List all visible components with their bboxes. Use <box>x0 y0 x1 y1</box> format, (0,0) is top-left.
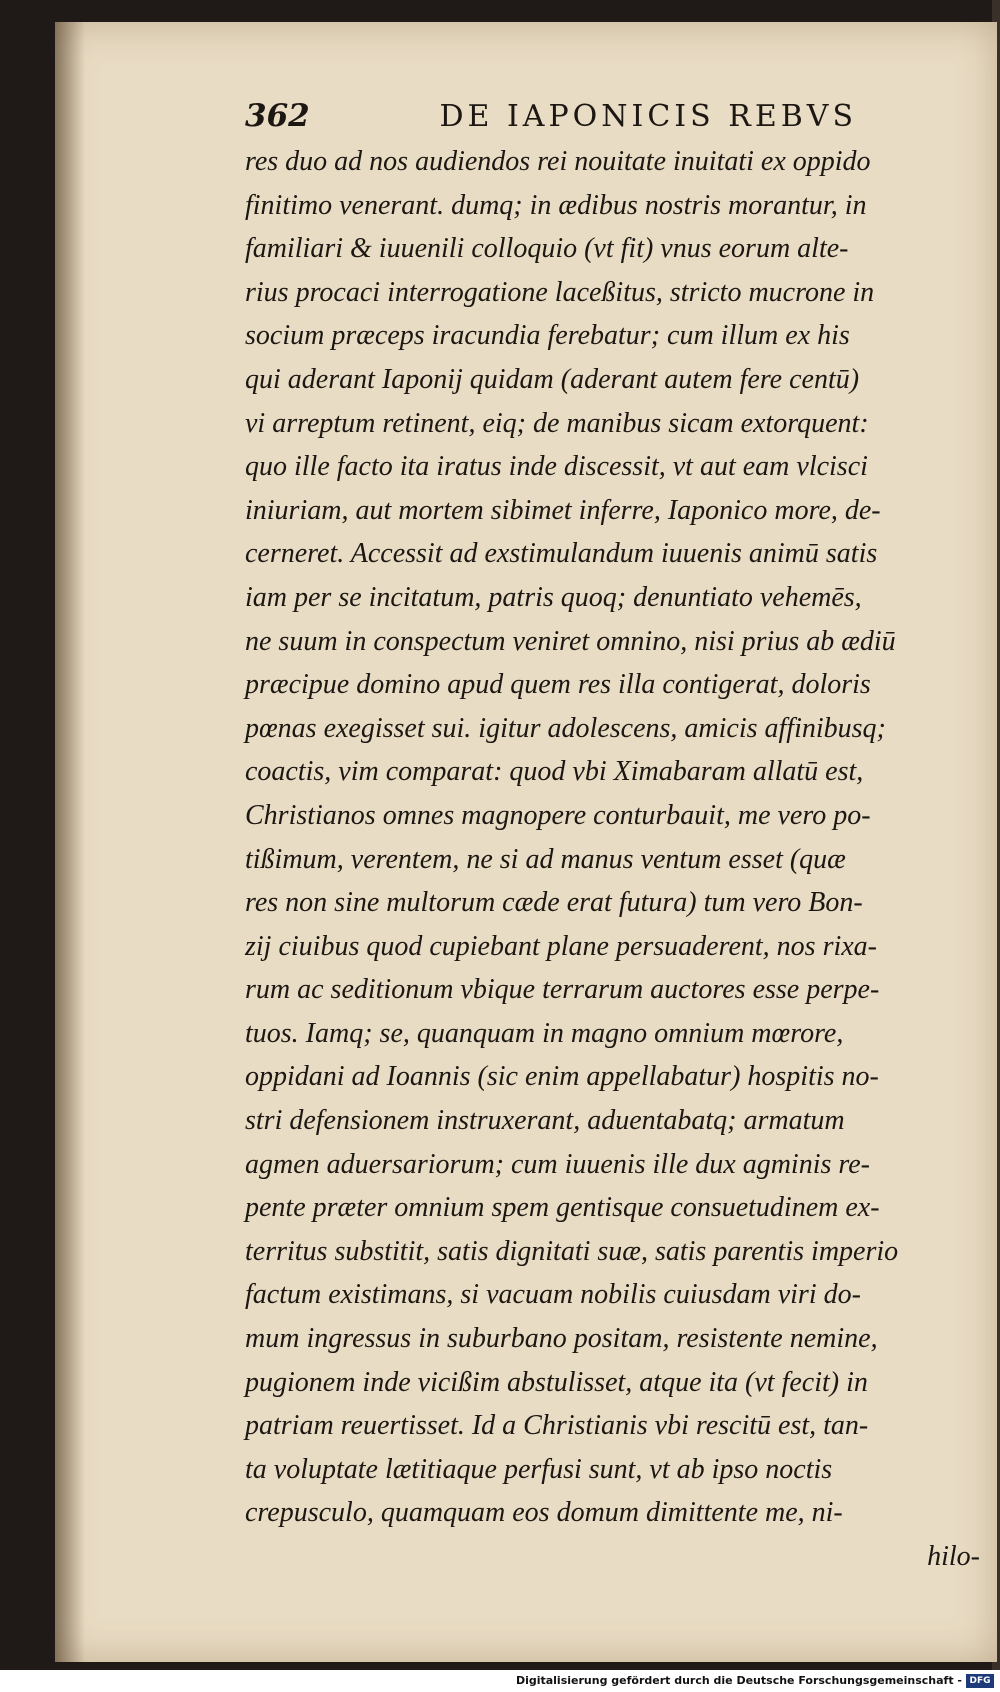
dfg-logo <box>966 1674 994 1688</box>
text-line: pugionem inde vicißim abstulisset, atque ita (vt fecit) in <box>245 1366 868 1398</box>
text-line: rum ac seditionum vbique terrarum auctores esse perpe- <box>245 974 880 1006</box>
dfg-logo-text: DFG <box>969 1676 991 1686</box>
text-line: stri defensionem instruxerant, aduentabatq; armatum <box>245 1105 845 1137</box>
text-line: præcipue domino apud quem res illa contigerat, doloris <box>245 669 871 701</box>
text-line: familiari & iuuenili colloquio (vt fit) vnus eorum alte- <box>245 233 849 265</box>
running-title: DE IAPONICIS REBVS <box>439 98 857 134</box>
catchword: hilo- <box>927 1541 980 1572</box>
text-line: quo ille facto ita iratus inde discessit, vt aut eam vlcisci <box>245 451 868 483</box>
running-head <box>245 96 885 136</box>
text-line: iniuriam, aut mortem sibimet inferre, Iaponico more, de- <box>245 494 881 526</box>
text-line: Christianos omnes magnopere conturbauit, me vero po- <box>245 799 871 831</box>
funding-credit: Digitalisierung gefördert durch die Deutsche Forschungsgemeinschaft - <box>515 1674 962 1687</box>
text-line: ta voluptate lætitiaque perfusi sunt, vt ab ipso noctis <box>245 1453 833 1485</box>
text-line: res non sine multorum cæde erat futura) tum vero Bon- <box>245 887 863 919</box>
text-line: coactis, vim comparat: quod vbi Ximabaram allatū est, <box>245 756 864 788</box>
text-line: crepusculo, quamquam eos domum dimittente me, ni- <box>245 1497 843 1529</box>
text-line: iam per se incitatum, patris quoq; denuntiato vehemēs, <box>245 581 862 613</box>
text-line: pente præter omnium spem gentisque consuetudinem ex- <box>245 1192 880 1224</box>
text-line: vi arreptum retinent, eiq; de manibus sicam extorquent: <box>245 407 869 439</box>
body-text <box>245 140 980 1579</box>
text-line: agmen aduersariorum; cum iuuenis ille dux agminis re- <box>245 1148 870 1180</box>
page-number: 362 <box>245 98 310 134</box>
text-line: res duo ad nos audiendos rei nouitate inuitati ex oppido <box>245 146 871 177</box>
gutter-shadow <box>55 22 85 1662</box>
text-line: qui aderant Iaponij quidam (aderant autem fere centū) <box>245 363 860 395</box>
text-line: territus substitit, satis dignitati suæ, satis parentis imperio <box>245 1235 899 1267</box>
text-line: factum existimans, si vacuam nobilis cuiusdam viri do- <box>245 1279 861 1311</box>
text-line: rius procaci interrogatione laceßitus, stricto mucrone in <box>245 276 875 308</box>
text-line: tuos. Iamq; se, quanquam in magno omnium mœrore, <box>245 1017 844 1049</box>
text-line: patriam reuertisset. Id a Christianis vbi rescitū est, tan- <box>245 1410 869 1442</box>
text-line: tißimum, verentem, ne si ad manus ventum esset (quæ <box>245 843 846 875</box>
text-line: mum ingressus in suburbano positam, resistente nemine, <box>245 1323 878 1355</box>
text-line: finitimo venerant. dumq; in ædibus nostris morantur, in <box>245 189 867 221</box>
text-line: socium præceps iracundia ferebatur; cum illum ex his <box>245 320 850 352</box>
text-line: cerneret. Accessit ad exstimulandum iuuenis animū satis <box>245 538 878 570</box>
text-line: oppidani ad Ioannis (sic enim appellabatur) hospitis no- <box>245 1061 879 1093</box>
text-line: ne suum in conspectum veniret omnino, nisi prius ab ædiū <box>245 625 896 657</box>
text-line: zij ciuibus quod cupiebant plane persuaderent, nos rixa- <box>245 930 877 962</box>
text-line: pœnas exegisset sui. igitur adolescens, amicis affinibusq; <box>245 712 886 744</box>
